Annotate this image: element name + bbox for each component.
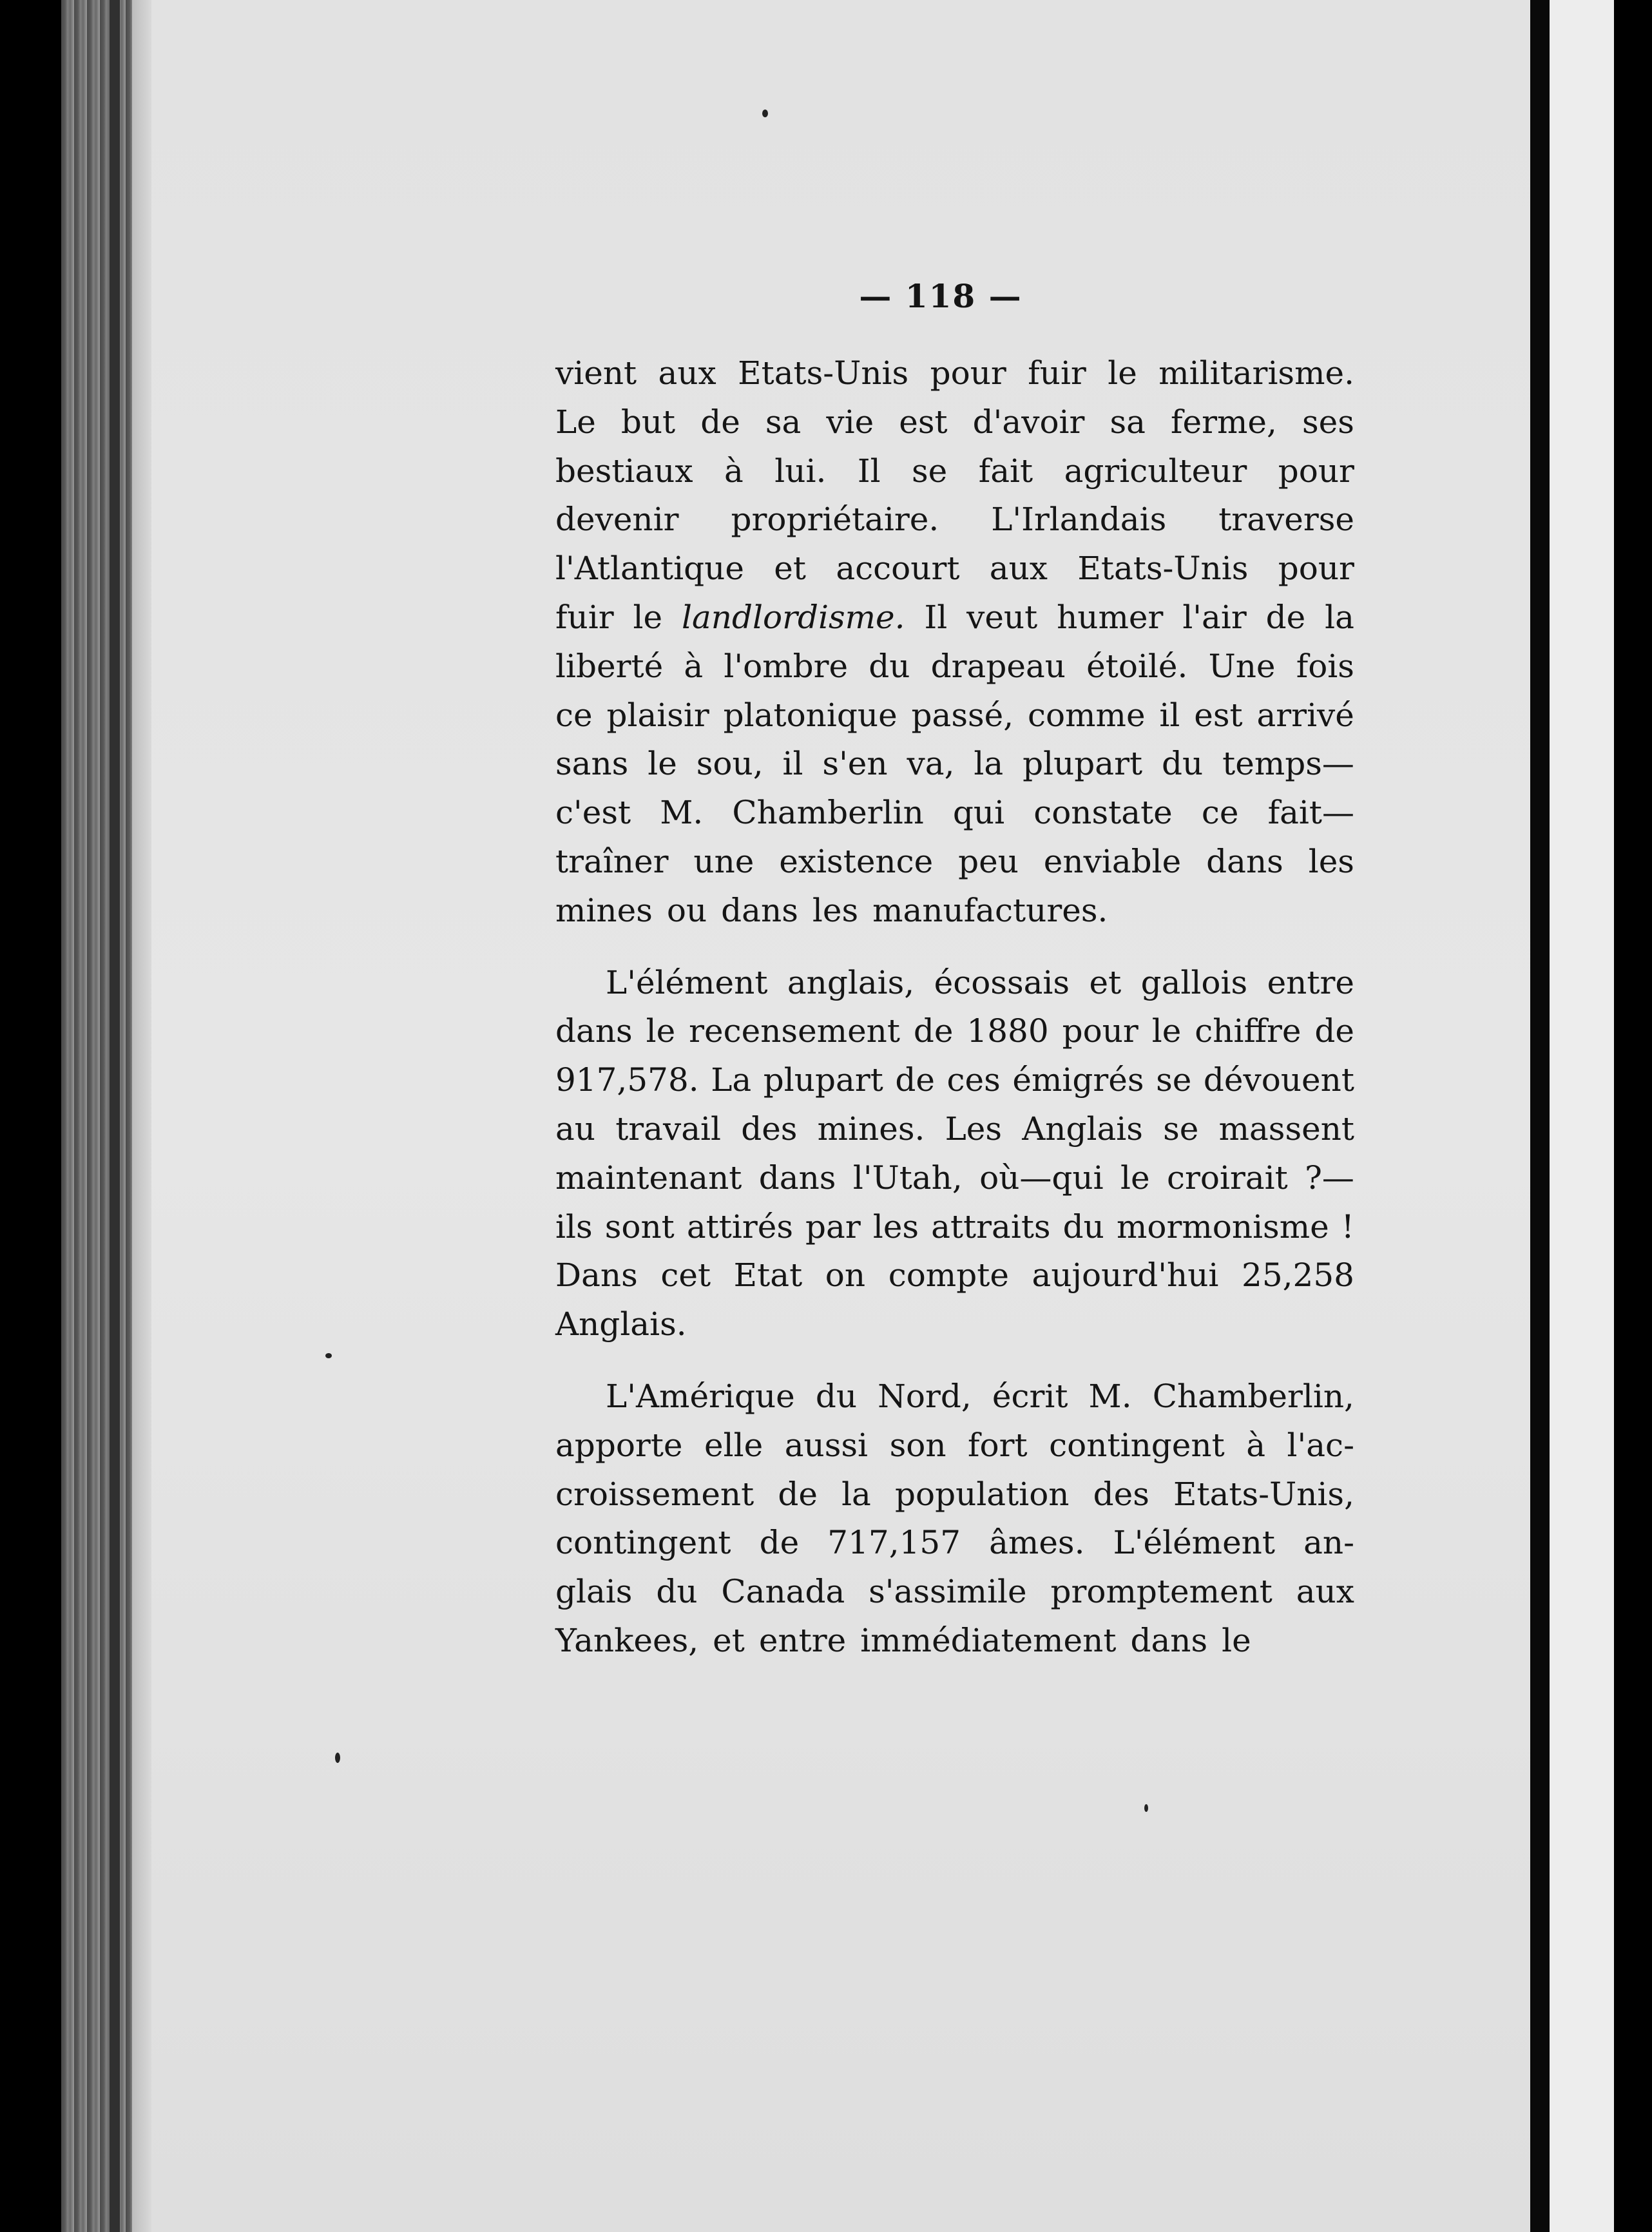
word: l'air [1182,598,1247,636]
word: humer [1057,598,1164,636]
word: croirait [1166,1159,1288,1197]
word: chiffre [1195,1012,1301,1050]
text-line [555,789,1354,838]
word: se [912,452,948,490]
body-text [555,349,1354,1666]
word: cet [660,1256,711,1294]
word: de [1314,1012,1354,1050]
word: anglais, [787,963,915,1001]
scan-speck [762,110,768,117]
word: platonique [723,696,898,734]
book-page-edge-shadow [110,0,120,2232]
word: Anglais [1022,1110,1143,1148]
word: on [825,1256,866,1294]
word: sont [604,1207,675,1246]
word: et [713,1621,745,1659]
word: manufactures. [872,891,1108,929]
word: Dans [555,1256,638,1294]
text-line [555,1154,1354,1203]
text-line [555,1300,1354,1349]
word: à [724,452,744,490]
word: M. [660,794,704,832]
word: ces [946,1061,1001,1099]
word: sa [1109,403,1146,441]
word: aux [658,354,716,392]
word: qui [952,794,1005,832]
word: propriétaire. [731,501,939,539]
word: l'ombre [724,647,849,685]
word: de [759,1524,800,1562]
word: entre [1267,963,1354,1001]
text-line [555,1105,1354,1154]
word: traîner [555,842,669,880]
word: se [1163,1110,1199,1148]
text-line [555,1372,1354,1421]
word: an- [1303,1524,1354,1562]
word: compte [888,1256,1009,1294]
word: plaisir [606,696,709,734]
word: constate [1033,794,1173,832]
text-line [555,1617,1354,1666]
word: vient [555,354,637,392]
word: le [633,598,663,636]
word: son [889,1426,946,1464]
word: attirés [686,1207,793,1246]
word: il [1159,696,1180,734]
word: arrivé [1256,696,1354,734]
word: maintenant [555,1159,742,1197]
word: 717,157 [827,1524,961,1562]
word: les [1308,842,1354,880]
word: promptement [1050,1573,1273,1611]
word: L'élément [1113,1524,1275,1562]
word: s'en [822,745,888,783]
word: sa [765,403,802,441]
word: aussi [784,1426,869,1464]
word: est [899,403,948,441]
word: ses [1301,403,1354,441]
text-line [555,1519,1354,1568]
paragraph-gap [555,1349,1354,1372]
word: devenir [555,501,679,539]
word: est [1194,696,1243,734]
word: écrit [992,1377,1068,1415]
word: 1880 [966,1012,1049,1050]
word: ce [1201,794,1239,832]
word: 917,578. [555,1061,699,1099]
paragraph-gap [555,936,1354,959]
word: ! [1341,1207,1354,1246]
word: ferme, [1171,403,1277,441]
word: le [1222,1621,1251,1659]
word: et [774,550,806,588]
word: pour [1062,1012,1138,1050]
text-line [555,495,1354,544]
word: L'Amérique [606,1377,795,1415]
text-line [555,959,1354,1008]
word: contingent [555,1524,731,1562]
word: ils [555,1207,593,1246]
book-page-edge-highlight [132,0,151,2232]
word: du [815,1377,858,1415]
word: une [693,842,754,880]
word: Etats-Unis [738,354,909,392]
word: dans [1130,1621,1208,1659]
word: du [869,647,910,685]
word: Une [1208,647,1276,685]
text-line [555,544,1354,593]
word: travail [615,1110,722,1148]
word: Chamberlin, [1152,1377,1354,1415]
word: du [1062,1207,1104,1246]
word: apporte [555,1426,683,1464]
text-line [555,838,1354,887]
word: ?— [1305,1159,1354,1197]
word: aux [1296,1573,1354,1611]
paragraph [555,959,1354,1349]
word: ou [666,891,707,929]
word: l'Atlantique [555,550,744,588]
word: va, [907,745,955,783]
word: Les [945,1110,1003,1148]
word: recensement [689,1012,900,1050]
word: Le [555,403,596,441]
word: la [1325,598,1354,636]
word: de [700,403,740,441]
word: Canada [721,1573,845,1611]
book-gutter [1530,0,1550,2232]
word: 25,258 [1242,1256,1354,1294]
text-line [555,447,1354,496]
word: traverse [1218,501,1354,539]
word: le [646,1012,676,1050]
word: fort [968,1426,1028,1464]
word: glais [555,1573,633,1611]
word: dans [721,891,798,929]
word: militarisme. [1158,354,1354,392]
word: émigrés [1012,1061,1144,1099]
word: Il [924,598,948,636]
scan-right-margin [1614,0,1652,2232]
word: fait— [1267,794,1354,832]
word: population [895,1475,1070,1513]
word: les [812,891,859,929]
word: de [913,1012,954,1050]
text-line [555,398,1354,447]
scan-speck [335,1753,340,1763]
word: de [895,1061,935,1099]
text-line [555,1568,1354,1617]
scan-left-margin [0,0,61,2232]
word: et [1089,963,1122,1001]
text-line [555,1056,1354,1105]
text-line [555,740,1354,789]
word: l'Utah, [852,1159,963,1197]
word: âmes. [989,1524,1085,1562]
word: du [1162,745,1204,783]
page-number: — 118 — [859,277,1023,315]
word: gallois [1140,963,1248,1001]
scan-speck [325,1353,332,1358]
word: mines. [817,1110,925,1148]
word: dévouent [1203,1061,1354,1099]
word: peu [958,842,1019,880]
text-line [555,642,1354,691]
word: fois [1296,647,1354,685]
word: massent [1218,1110,1354,1148]
word: contingent [1049,1426,1225,1464]
word: temps— [1222,745,1354,783]
word: Etat [733,1256,803,1294]
word: M. [1088,1377,1132,1415]
word: le [1120,1159,1150,1197]
word: but [620,403,676,441]
word: Chamberlin [732,794,924,832]
word: pour [930,354,1006,392]
adjacent-page-strip [1550,0,1614,2232]
word: se [1156,1061,1192,1099]
word: dans [555,1012,633,1050]
word: à [1246,1426,1265,1464]
word: Etats-Unis [1077,550,1249,588]
word: mines [555,891,653,929]
text-line [555,593,1354,642]
italic-word: landlordisme. [681,598,905,636]
word: au [555,1110,596,1148]
word: Anglais. [555,1305,687,1343]
word: plupart [1023,745,1143,783]
word: à [684,647,704,685]
word: attraits [931,1207,1051,1246]
word: Nord, [878,1377,972,1415]
word: des [741,1110,798,1148]
word: Yankees, [555,1621,699,1659]
word: dans [758,1159,836,1197]
word: elle [704,1426,764,1464]
word: existence [779,842,934,880]
word: immédiatement [860,1621,1117,1659]
word: liberté [555,647,664,685]
word: fait [978,452,1033,490]
word: L'Irlandais [991,501,1167,539]
word: dans [1206,842,1283,880]
word: pour [1278,452,1354,490]
word: aujourd'hui [1032,1256,1219,1294]
word: les [872,1207,919,1246]
word: où—qui [979,1159,1104,1197]
paragraph [555,349,1354,936]
scan-speck [1144,1804,1148,1812]
word: la [974,745,1004,783]
word: de [1265,598,1306,636]
word: sou, [696,745,764,783]
word: accourt [836,550,960,588]
text-line [555,1203,1354,1252]
word: écossais [934,963,1070,1001]
word: d'avoir [972,403,1085,441]
word: drapeau [930,647,1066,685]
word: fuir [1028,354,1086,392]
word: s'assimile [869,1573,1027,1611]
word: bestiaux [555,452,693,490]
word: pour [1278,550,1354,588]
word: veut [966,598,1038,636]
word: fuir [555,598,614,636]
word: la [841,1475,871,1513]
word: il [782,745,803,783]
word: Il [857,452,881,490]
word: le [648,745,677,783]
word: l'ac- [1287,1426,1354,1464]
word: ce [555,696,593,734]
word: plupart [763,1061,883,1099]
word: croissement [555,1475,754,1513]
word: passé, [911,696,1014,734]
word: comme [1028,696,1146,734]
text-line [555,349,1354,398]
word: du [656,1573,698,1611]
word: étoilé. [1086,647,1188,685]
word: entre [758,1621,847,1659]
text-line [555,1251,1354,1300]
word: des [1093,1475,1149,1513]
word: enviable [1043,842,1182,880]
word: de [778,1475,818,1513]
word: agriculteur [1064,452,1247,490]
word: vie [826,403,874,441]
text-line [555,887,1354,936]
word: Etats-Unis, [1173,1475,1354,1513]
text-line [555,1007,1354,1056]
paragraph [555,1372,1354,1666]
word: c'est [555,794,631,832]
text-line [555,1470,1354,1519]
word: aux [989,550,1048,588]
word: le [1151,1012,1182,1050]
word: mormonisme [1116,1207,1329,1246]
text-line [555,1421,1354,1470]
word: L'élément [606,963,768,1001]
word: lui. [774,452,827,490]
word: par [805,1207,861,1246]
word: La [711,1061,752,1099]
word: le [1108,354,1137,392]
word: sans [555,745,629,783]
text-line [555,691,1354,740]
